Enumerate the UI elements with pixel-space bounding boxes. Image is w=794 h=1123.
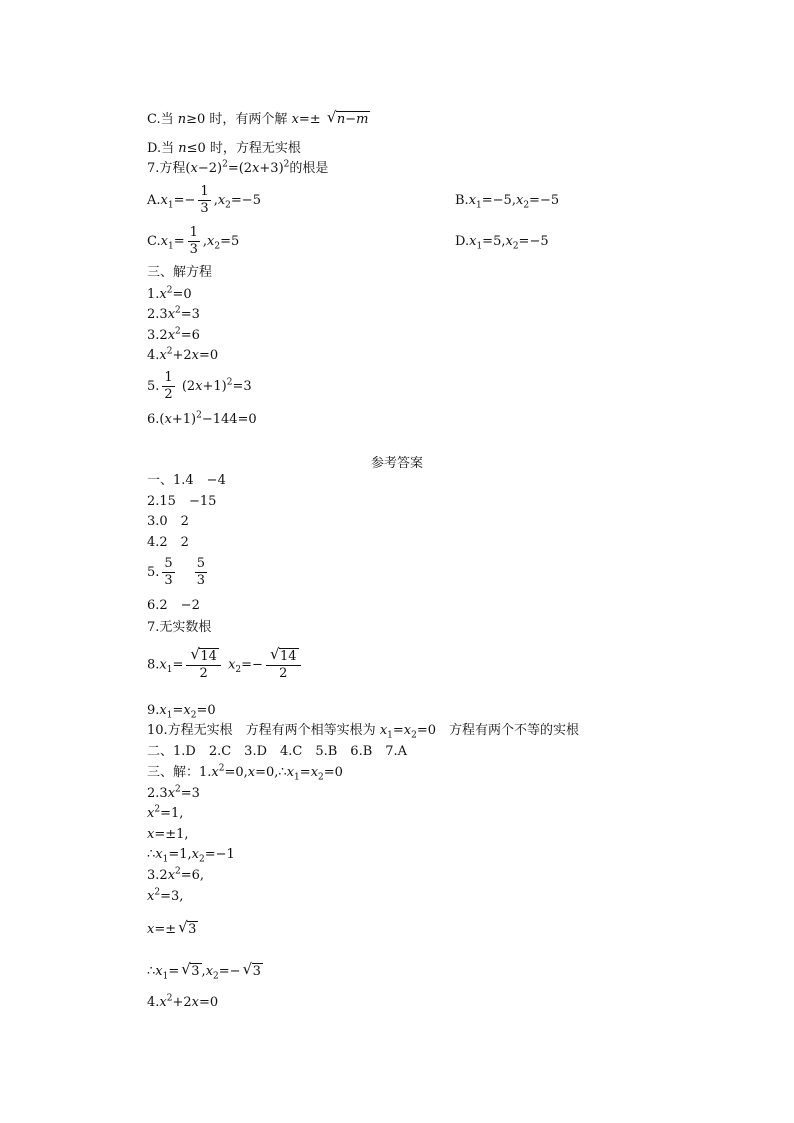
equation-3: $3.2x^2=6$ <box>147 326 200 343</box>
answer-4: 4.2 2 <box>147 535 189 550</box>
answer-8: $8.x_1=$ √ 14 2 $x_2=-$ √ 14 2 <box>147 648 304 682</box>
question-7: 7.方程$(x-2)^2=(2x+3)^2$的根是 <box>147 159 329 176</box>
option-d: D.当 n≤0 时，方程无实根 <box>147 141 301 156</box>
answer-6: 6.2 −2 <box>147 598 200 613</box>
solution-2-step-1: $x^2=1$, <box>147 804 184 821</box>
option-c: C.当 n≥0 时，有两个解 x=± √ n−m <box>147 108 369 127</box>
answer-2: 2.15 −15 <box>147 494 217 509</box>
solution-4: $4.x^2+2x=0$ <box>147 993 219 1010</box>
answer-7: 7.无实数根 <box>147 620 212 635</box>
q7-option-d: $D.x_1=5,x_2=-5$ <box>455 234 549 252</box>
solution-2-step-2: x=±1, <box>147 827 189 842</box>
q7-option-a: $A.x_1=-$ $\frac{1}{3}$ $,x_2=-5$ <box>147 184 261 216</box>
q7-option-c: $C.x_1=$ $\frac{1}{3}$ $,x_2=5$ <box>147 225 240 257</box>
solution-2-step-3: $\therefore x_1=1,x_2=-1$ <box>147 847 235 865</box>
solution-2: $2.3x^2=3$ <box>147 784 200 801</box>
solution-3-step-3: $\therefore x_1=$ √ 3 $,x_2=-$ √ 3 <box>147 960 261 982</box>
equation-1: $1.x^2=0$ <box>147 285 192 302</box>
solution-1: 三、解：$1.x^2=0,x=0,\therefore x_1=x_2=0$ <box>147 763 343 783</box>
section-3-heading: 三、解方程 <box>147 265 213 280</box>
equation-4: $4.x^2+2x=0$ <box>147 346 219 363</box>
answer-1: 一、1.4 −4 <box>147 473 226 488</box>
answer-10: 10.方程无实根 方程有两个相等实根为 $x_1=x_2=0$ 方程有两个不等的实根 <box>147 723 580 741</box>
answers-title: 参考答案 <box>370 456 423 471</box>
sqrt-n-minus-m: √ n−m <box>326 108 369 127</box>
equation-6: $6.(x+1)^2-144=0$ <box>147 410 257 427</box>
q7-option-b: $B.x_1=-5,x_2=-5$ <box>455 193 560 211</box>
answer-5: 5. $\frac{5}{3}$ $\frac{5}{3}$ <box>147 556 205 588</box>
solution-3: $3.2x^2=6$, <box>147 866 205 883</box>
equation-2: $2.3x^2=3$ <box>147 305 200 322</box>
answer-9: $9.x_1=x_2=0$ <box>147 703 216 721</box>
choice-answers: 二、1.D 2.C 3.D 4.C 5.B 6.B 7.A <box>147 744 408 759</box>
answer-3: 3.0 2 <box>147 514 189 529</box>
equation-5: 5. $\frac{1}{2}$ $(2x+1)^2=3$ <box>147 370 252 402</box>
solution-3-step-1: $x^2=3$, <box>147 887 184 904</box>
solution-3-step-2: x=± √ 3 <box>147 918 197 937</box>
